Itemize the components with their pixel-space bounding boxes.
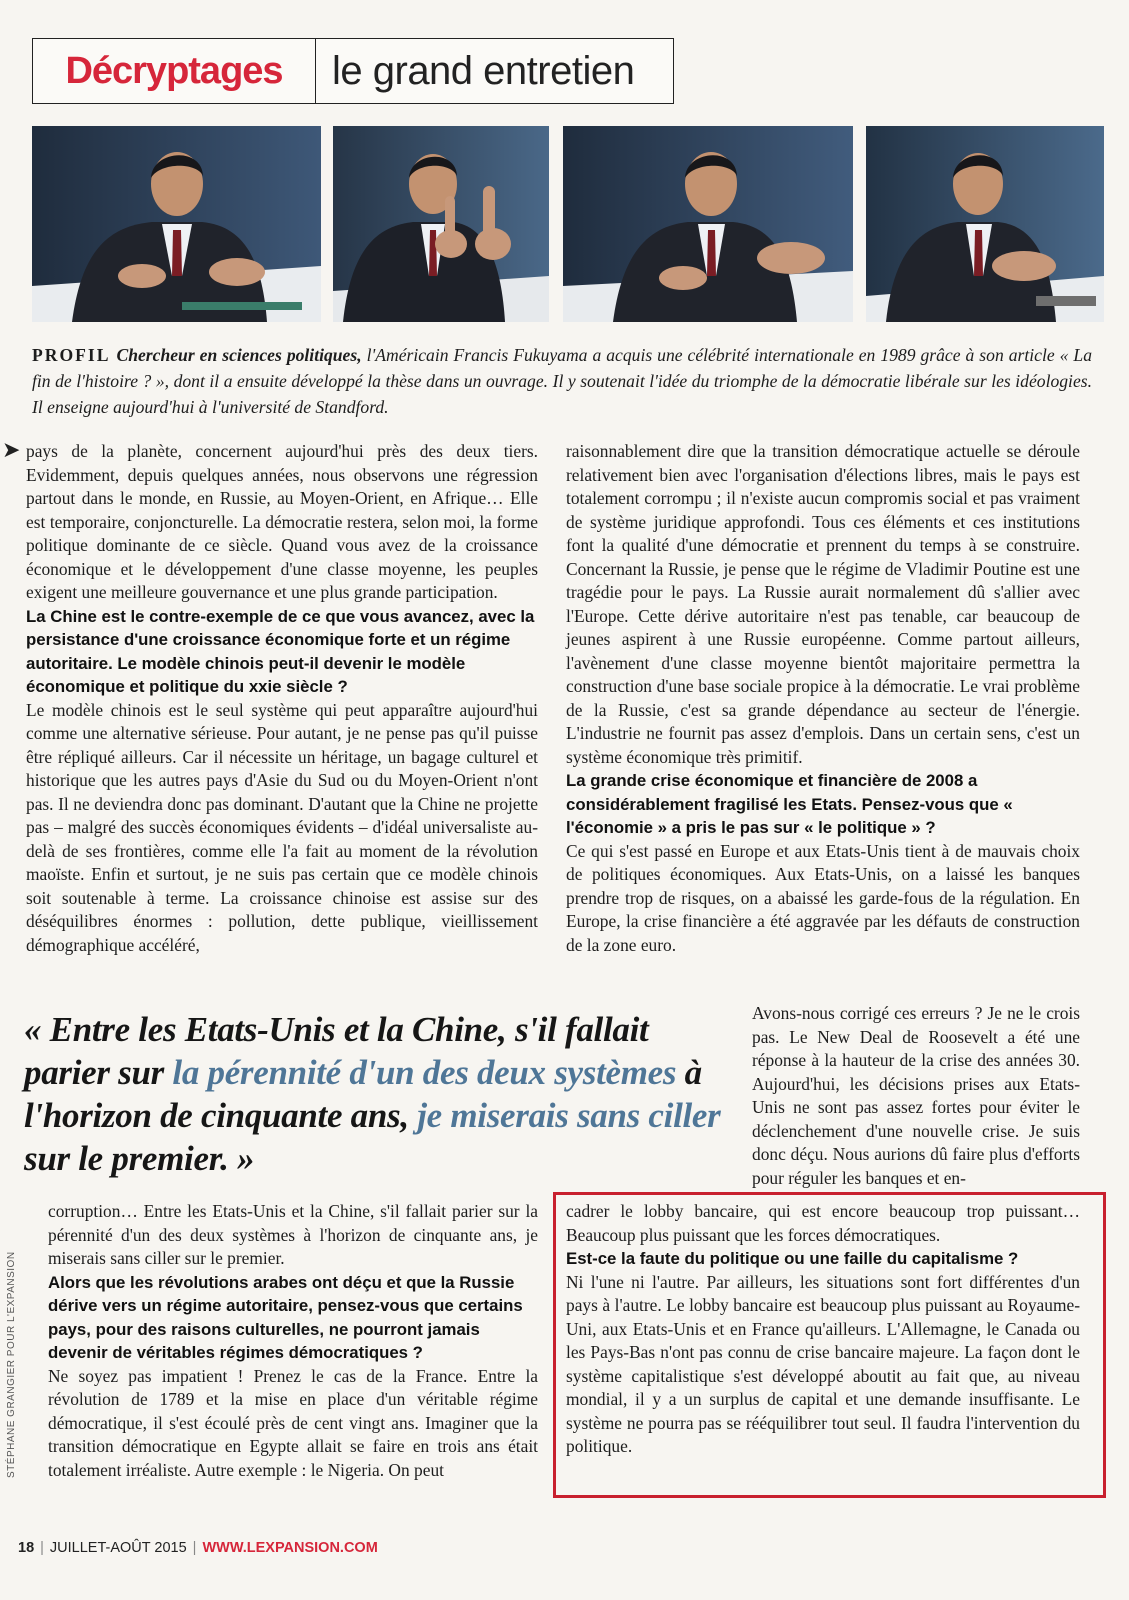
- footer-separator: |: [192, 1540, 197, 1556]
- section-title: Décryptages: [33, 39, 316, 103]
- pull-quote: [24, 1008, 729, 1180]
- continuation-arrow-icon: ➤: [2, 438, 21, 463]
- pull-quote-text: « Entre les Etats-Unis et la Chine, s'il fallait parier sur: [24, 1010, 649, 1092]
- photo-4: [866, 126, 1104, 322]
- answer-paragraph: Ne soyez pas impatient ! Prenez le cas de la France. Entre la révolution de 1789 et la mise en place d'un véritable régime démocratique, il s'est écoulé près de cent vingt ans. Imaginer que la transition démocratique en Egypte allait se faire en trois ans était totalement irréaliste. Autre exemple : le Nigeria. On peut: [48, 1365, 538, 1480]
- photo-3: [563, 126, 853, 322]
- footer-separator: |: [40, 1540, 44, 1556]
- question-arab-revolutions: Alors que les révolutions arabes ont déçu et que la Russie dérive vers un régime autoritaire, pensez-vous que certains pays, pour des raisons culturelles, ne pourront jamais devenir de véritables régimes démocratiques ?: [48, 1272, 523, 1362]
- photo-credit: STÉPHANE GRANGIER POUR L'EXPANSION: [6, 1251, 17, 1478]
- photo-strip: [32, 126, 1104, 322]
- answer-paragraph: raisonnablement dire que la transition démocratique actuelle se déroule relativement bien avec l'organisation d'élections libres, mais le pays est totalement corrompu ; il n'existe aucun compromis social et pas vraiment de système juridique approfondi. Tous ces éléments et ces institutions font la qualité d'une démocratie et prennent du temps à se construire. Concernant la Russie, je pense que le régime de Vladimir Poutine est une tragédie pour le pays. La Russie aurait normalement dû s'allier avec l'Europe. Cette dérive autoritaire n'est pas tenable, car beaucoup de jeunes aspirent à une Russie européenne. Comme partout ailleurs, l'avènement d'une classe moyenne bientôt majoritaire permettra la construction d'une base sociale propice à la démocratie. Le vrai problème de la Russie, c'est sa grande dépendance au secteur de l'énergie. L'industrie ne fournit pas assez d'emplois. Dans un certain sens, c'est un système économique très primitif.: [566, 441, 1080, 767]
- photo-2: [333, 126, 549, 322]
- column-5: [566, 1200, 1080, 1459]
- website-link[interactable]: WWW.LEXPANSION.COM: [202, 1540, 378, 1556]
- column-4: [48, 1200, 538, 1482]
- answer-paragraph: Ni l'une ni l'autre. Par ailleurs, les situations sont fort différentes d'un pays à l'autre. Le lobby bancaire est beaucoup plus puissant au Royaume-Uni, aux Etats-Unis et en France qu'ailleurs. L'Allemagne, le Canada ou les Pays-Bas n'ont pas connu de crise bancaire majeure. La façon dont le système capitalistique s'est développé aboutit au fait que, au niveau mondial, il y a un surplus de capital et une demande insuffisante. Le système ne pourra pas se rééquilibrer tout seul. Il faudra l'intervention du politique.: [566, 1271, 1080, 1456]
- issue-date: JUILLET-AOÛT 2015: [49, 1540, 187, 1556]
- answer-paragraph: Le modèle chinois est le seul système qui peut apparaître aujourd'hui comme une alternative sérieuse. Pour autant, je ne pense pas qu'il puisse être répliqué ailleurs. Car il nécessite un héritage, un bagage culturel et historique que les autres pays d'Asie du Sud ou du Moyen-Orient n'ont pas. Il ne deviendra donc pas dominant. D'autant que la Chine ne projette pas – malgré des succès économiques évidents – d'idéal universaliste au-delà de ses frontières, comme elle l'a fait au moment de la révolution maoïste. Enfin et surtout, je ne suis pas certain que ce modèle chinois soit soutenable à terme. La croissance chinoise est assise sur des déséquilibres énormes : pollution, dette publique, vieillissement démographique accéléré,: [26, 699, 538, 955]
- answer-paragraph: corruption… Entre les Etats-Unis et la Chine, s'il fallait parier sur la pérennité d'un des deux systèmes à l'horizon de cinquante ans, je miserais sans ciller sur le premier.: [48, 1201, 538, 1268]
- column-2: [566, 440, 1080, 957]
- section-header: [32, 38, 674, 104]
- profile-caption: [32, 342, 1092, 420]
- answer-paragraph: cadrer le lobby bancaire, qui est encore beaucoup trop puissant… Beaucoup plus puissant que les forces démocratiques.: [566, 1201, 1080, 1245]
- column-1: [26, 440, 538, 957]
- question-crisis-2008: La grande crise économique et financière de 2008 a considérablement fragilisé les Etats. Pensez-vous que « l'économie » a pris le pas sur « le politique » ?: [566, 771, 1013, 837]
- answer-paragraph: Avons-nous corrigé ces erreurs ? Je ne le crois pas. Le New Deal de Roosevelt a été une réponse à la hauteur de la crise des années 30. Aujourd'hui, les décisions prises aux Etats-Unis ne sont pas assez fortes pour éviter le déclenchement d'une nouvelle crise. Je suis donc déçu. Nous aurions dû faire plus d'efforts pour réguler les banques et en-: [752, 1003, 1080, 1188]
- answer-paragraph: pays de la planète, concernent aujourd'hui près des deux tiers. Evidemment, depuis quelques années, nous observons une régression partout dans le monde, en Russie, au Moyen-Orient, en Afrique… Elle est temporaire, conjoncturelle. La démocratie restera, selon moi, la forme politique dominante de ce siècle. Quand vous avez de la croissance économique et le développement d'une classe moyenne, les peuples exigent une meilleure gouvernance et une plus grande participation.: [26, 441, 538, 602]
- photo-1: [32, 126, 321, 322]
- column-3: [752, 1002, 1080, 1190]
- page-number: 18: [18, 1540, 35, 1556]
- question-china: La Chine est le contre-exemple de ce que vous avancez, avec la persistance d'une croissance économique forte et un régime autoritaire. Le modèle chinois peut-il devenir le modèle économique et politique du xxie siècle ?: [26, 606, 535, 696]
- profile-lead: Chercheur en sciences politiques,: [116, 345, 362, 365]
- page-footer: [18, 1540, 378, 1556]
- pull-quote-highlight: je miserais sans ciller: [417, 1096, 721, 1135]
- answer-paragraph: Ce qui s'est passé en Europe et aux Etats-Unis tient à de mauvais choix de politiques économiques. Aux Etats-Unis, on a laissé les banques prendre trop de risques, on a abaissé les garde-fous de la régulation. En Europe, la crise financière a été aggravée par les défauts de construction de la zone euro.: [566, 840, 1080, 955]
- profile-label: PROFIL: [32, 345, 111, 365]
- section-subtitle: le grand entretien: [332, 48, 635, 93]
- pull-quote-text: à l'horizon de cinquante ans,: [24, 1053, 702, 1135]
- pull-quote-text: sur le premier. »: [24, 1139, 255, 1178]
- pull-quote-highlight: la pérennité d'un des deux systèmes: [172, 1053, 677, 1092]
- question-capitalism: Est-ce la faute du politique ou une faille du capitalisme ?: [566, 1249, 1019, 1268]
- profile-text: l'Américain Francis Fukuyama a acquis une célébrité internationale en 1989 grâce à son article « La fin de l'histoire ? », dont il a ensuite développé la thèse dans un ouvrage. Il y soutenait l'idée du triomphe de la démocratie libérale sur les idéologies. Il enseigne aujourd'hui à l'université de Standford.: [32, 345, 1092, 417]
